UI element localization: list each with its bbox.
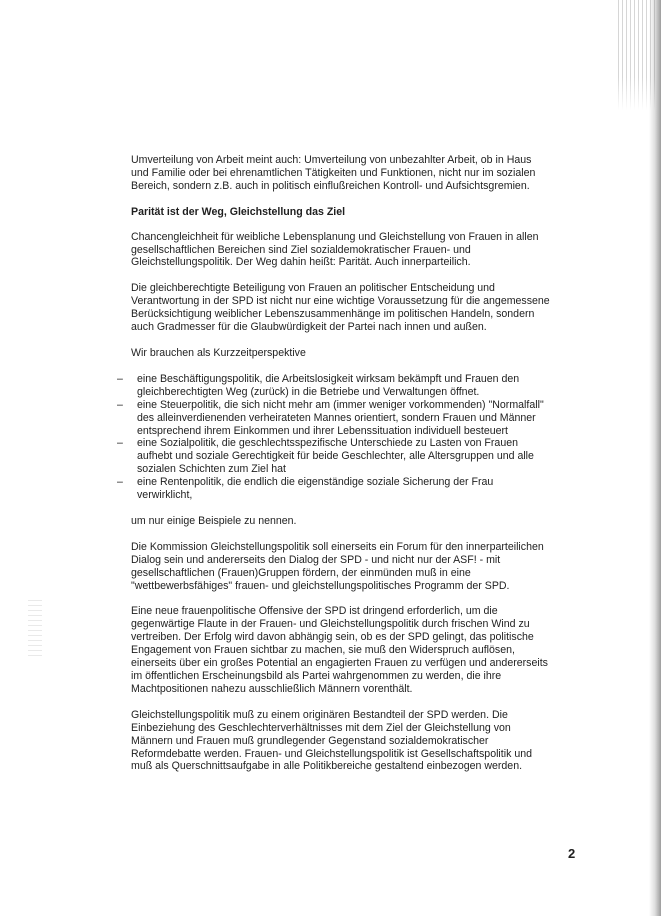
list-item bbox=[117, 437, 551, 476]
dash-bullet: – bbox=[117, 372, 123, 385]
dash-bullet: – bbox=[117, 437, 123, 450]
scan-margin-specks bbox=[28, 600, 42, 660]
document-body bbox=[117, 154, 551, 786]
paragraph-beispiele: um nur einige Beispiele zu nennen. bbox=[131, 514, 297, 527]
paragraph-intro: Umverteilung von Arbeit meint auch: Umverteilung von unbezahlter Arbeit, ob in Haus und Familie oder bei ehrenamtlichen Tätigkeiten und Funktionen, nicht nur im sozialen Bereich, sondern z.B. auch in politisch einflußreichen Kontroll- und Aufsichtsgremien. bbox=[131, 154, 536, 192]
section-heading: Parität ist der Weg, Gleichstellung das Ziel bbox=[131, 205, 346, 218]
list-item-text: eine Steuerpolitik, die sich nicht mehr am (immer weniger vorkommenden) "Normalfall" des alleinverdienenden verheirateten Mannes orientiert, sondern Frauen und Männer entsprechend ihrem Einkommen und ihrer Lebenssituation individuell besteuert bbox=[137, 398, 544, 437]
list-item bbox=[117, 373, 551, 399]
list-item-text: eine Beschäftigungspolitik, die Arbeitslosigkeit wirksam bekämpft und Frauen den gleichberechtigten Weg (zurück) in die Betriebe und Verwaltungen öffnet. bbox=[137, 372, 520, 398]
list-item bbox=[117, 399, 551, 438]
paragraph-bestandteil: Gleichstellungspolitik muß zu einem originären Bestandteil der SPD werden. Die Einbeziehung des Geschlechterverhältnisses mit dem Ziel der Gleichstellung von Männern und Frauen muß grundlegender Gegenstand sozialdemokratischer Reformdebatte werden. Frauen- und Gleichstellungspolitik ist Gesellschaftspolitik und muß als Querschnittsaufgabe in alle Politikbereiche gestaltend einbezogen werden. bbox=[131, 708, 533, 773]
paragraph-beteiligung: Die gleichberechtigte Beteiligung von Frauen an politischer Entscheidung und Verantwortung in der SPD ist nicht nur eine wichtige Voraussetzung für die angemessene Berücksichtigung weiblicher Lebenszusammenhänge im politischen Handeln, sondern auch Gradmesser für die Glaubwürdigkeit der Partei nach innen und außen. bbox=[131, 282, 550, 334]
perspective-list bbox=[117, 373, 551, 502]
list-item-text: eine Sozialpolitik, die geschlechtsspezifische Unterschiede zu Lasten von Frauen aufhebt und soziale Gerechtigkeit für beide Geschlechter, alle Altersgruppen und alle sozialen Schichten zum Ziel hat bbox=[137, 437, 534, 476]
paragraph-kurzzeitperspektive: Wir brauchen als Kurzzeitperspektive bbox=[131, 346, 306, 359]
page-number: 2 bbox=[568, 846, 576, 861]
scan-corner-artifact bbox=[615, 0, 655, 110]
paragraph-kommission: Die Kommission Gleichstellungspolitik soll einerseits ein Forum für den innerparteilichen Dialog sein und andererseits den Dialog der SPD - und nicht nur der ASF! - mit gesellschaftlichen (Frauen)Gruppen fördern, der einmünden muß in eine "wettbewerbsfähiges" frauen- und gleichstellungspolitisches Programm der SPD. bbox=[131, 540, 544, 592]
list-item-text: eine Rentenpolitik, die endlich die eigenständige soziale Sicherung der Frau verwirklicht, bbox=[137, 476, 494, 502]
dash-bullet: – bbox=[117, 476, 123, 489]
scan-edge-shadow bbox=[649, 0, 661, 916]
dash-bullet: – bbox=[117, 398, 123, 411]
list-item bbox=[117, 476, 551, 502]
paragraph-chancengleichheit: Chancengleichheit für weibliche Lebensplanung und Gleichstellung von Frauen in allen gesellschaftlichen Bereichen sind Ziel sozialdemokratischer Frauen- und Gleichstellungspolitik. Der Weg dahin heißt: Parität. Auch innerparteilich. bbox=[131, 230, 539, 269]
paragraph-offensive: Eine neue frauenpolitische Offensive der SPD ist dringend erforderlich, um die gegenwärtige Flaute in der Frauen- und Gleichstellungspolitik durch frischen Wind zu vertreiben. Der Erfolg wird davon abhängig sein, ob es der SPD gelingt, das politische Engagement von Frauen sichtbar zu machen, sie muß den Widerspruch auflösen, einerseits über ein großes Potential an engagierten Frauen zu verfügen und andererseits im öffentlichen Erscheinungsbild als Partei wahrgenommen zu werden, die ihre Machtpositionen nahezu ausschließlich Männern vorenthält. bbox=[131, 605, 548, 695]
